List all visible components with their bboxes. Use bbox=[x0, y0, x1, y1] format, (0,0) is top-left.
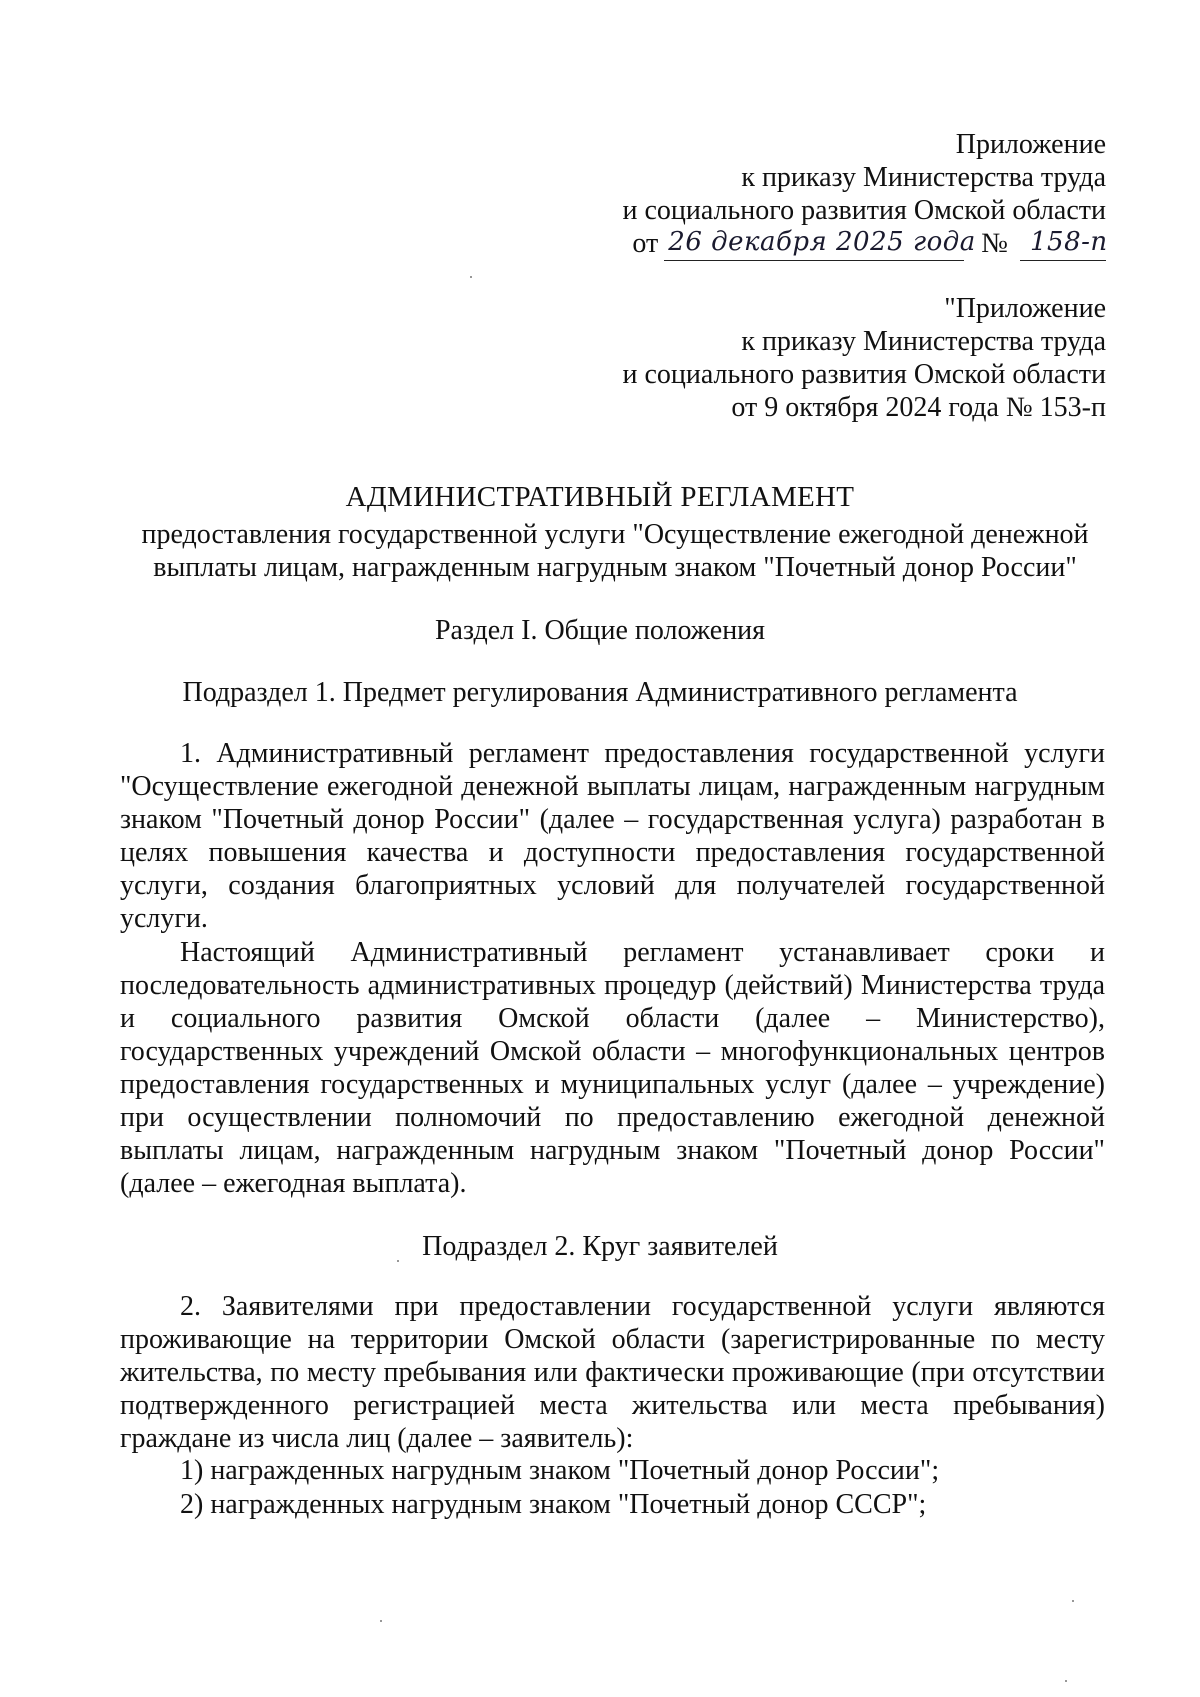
list-item-1: 1) награжденных нагрудным знаком "Почетный донор России"; bbox=[180, 1455, 940, 1486]
annex-line-2: к приказу Министерства труда bbox=[741, 162, 1106, 193]
date-prefix: от bbox=[632, 228, 659, 259]
subsection-2-heading: Подраздел 2. Круг заявителей bbox=[422, 1231, 778, 1262]
annex-header-previous bbox=[623, 292, 1107, 424]
handwritten-number: 158-п bbox=[1030, 227, 1108, 257]
annex-line-1: Приложение bbox=[955, 129, 1106, 160]
scan-speck bbox=[1072, 1600, 1074, 1602]
annex-line-3: и социального развития Омской области bbox=[622, 195, 1106, 226]
list-item-2: 2) награжденных нагрудным знаком "Почетный донор СССР"; bbox=[180, 1489, 927, 1520]
prev-annex-line-4: от 9 октября 2024 года № 153-п bbox=[731, 392, 1106, 423]
prev-annex-line-3: и социального развития Омской области bbox=[622, 359, 1106, 390]
date-field bbox=[664, 227, 976, 261]
paragraph-2: Настоящий Административный регламент устанавливает сроки и последовательность административных процедур (действий) Министерства труда и социального развития Омской области (далее – Министерство), государственных учреждений Омской области – многофункциональных центров предоставления государственных и муниципальных услуг (далее – учреждение) при осуществлении полномочий по предоставлению ежегодной денежной выплаты лицам, награжденным нагрудным знаком "Почетный донор России" (далее – ежегодная выплата). bbox=[120, 937, 1105, 1199]
scan-speck bbox=[397, 1260, 399, 1262]
annex-header-current bbox=[623, 128, 1107, 261]
subsection-1-heading: Подраздел 1. Предмет регулирования Административного регламента bbox=[182, 677, 1018, 708]
handwritten-date: 26 декабря 2025 года bbox=[668, 227, 976, 257]
document-title: АДМИНИСТРАТИВНЫЙ РЕГЛАМЕНТ bbox=[345, 481, 855, 513]
scan-speck bbox=[1065, 1680, 1067, 1682]
annex-date-number-line bbox=[623, 227, 1107, 261]
paragraph-1: 1. Административный регламент предоставления государственной услуги "Осуществление ежегодной денежной выплаты лицам, награжденным нагрудным знаком "Почетный донор России" (далее – государственная услуга) разработан в целях повышения качества и доступности предоставления государственной услуги, создания благоприятных условий для получателей государственной услуги. bbox=[120, 738, 1105, 934]
prev-annex-line-2: к приказу Министерства труда bbox=[741, 326, 1106, 357]
document-subtitle: предоставления государственной услуги "Осуществление ежегодной денежной выплаты лицам, награжденным нагрудным знаком "Почетный донор России" bbox=[141, 519, 1089, 583]
paragraph-3: 2. Заявителями при предоставлении государственной услуги являются проживающие на территории Омской области (зарегистрированные по месту жительства, по месту пребывания или фактически проживающие (при отсутствии подтвержденного регистрацией места жительства или места пребывания) граждане из числа лиц (далее – заявитель): bbox=[120, 1291, 1105, 1454]
prev-annex-line-1: "Приложение bbox=[944, 293, 1106, 324]
section-heading: Раздел I. Общие положения bbox=[434, 615, 766, 646]
scan-speck bbox=[380, 1620, 382, 1622]
scan-speck bbox=[470, 276, 472, 278]
number-prefix: № bbox=[981, 228, 1008, 259]
number-field bbox=[1020, 227, 1106, 261]
